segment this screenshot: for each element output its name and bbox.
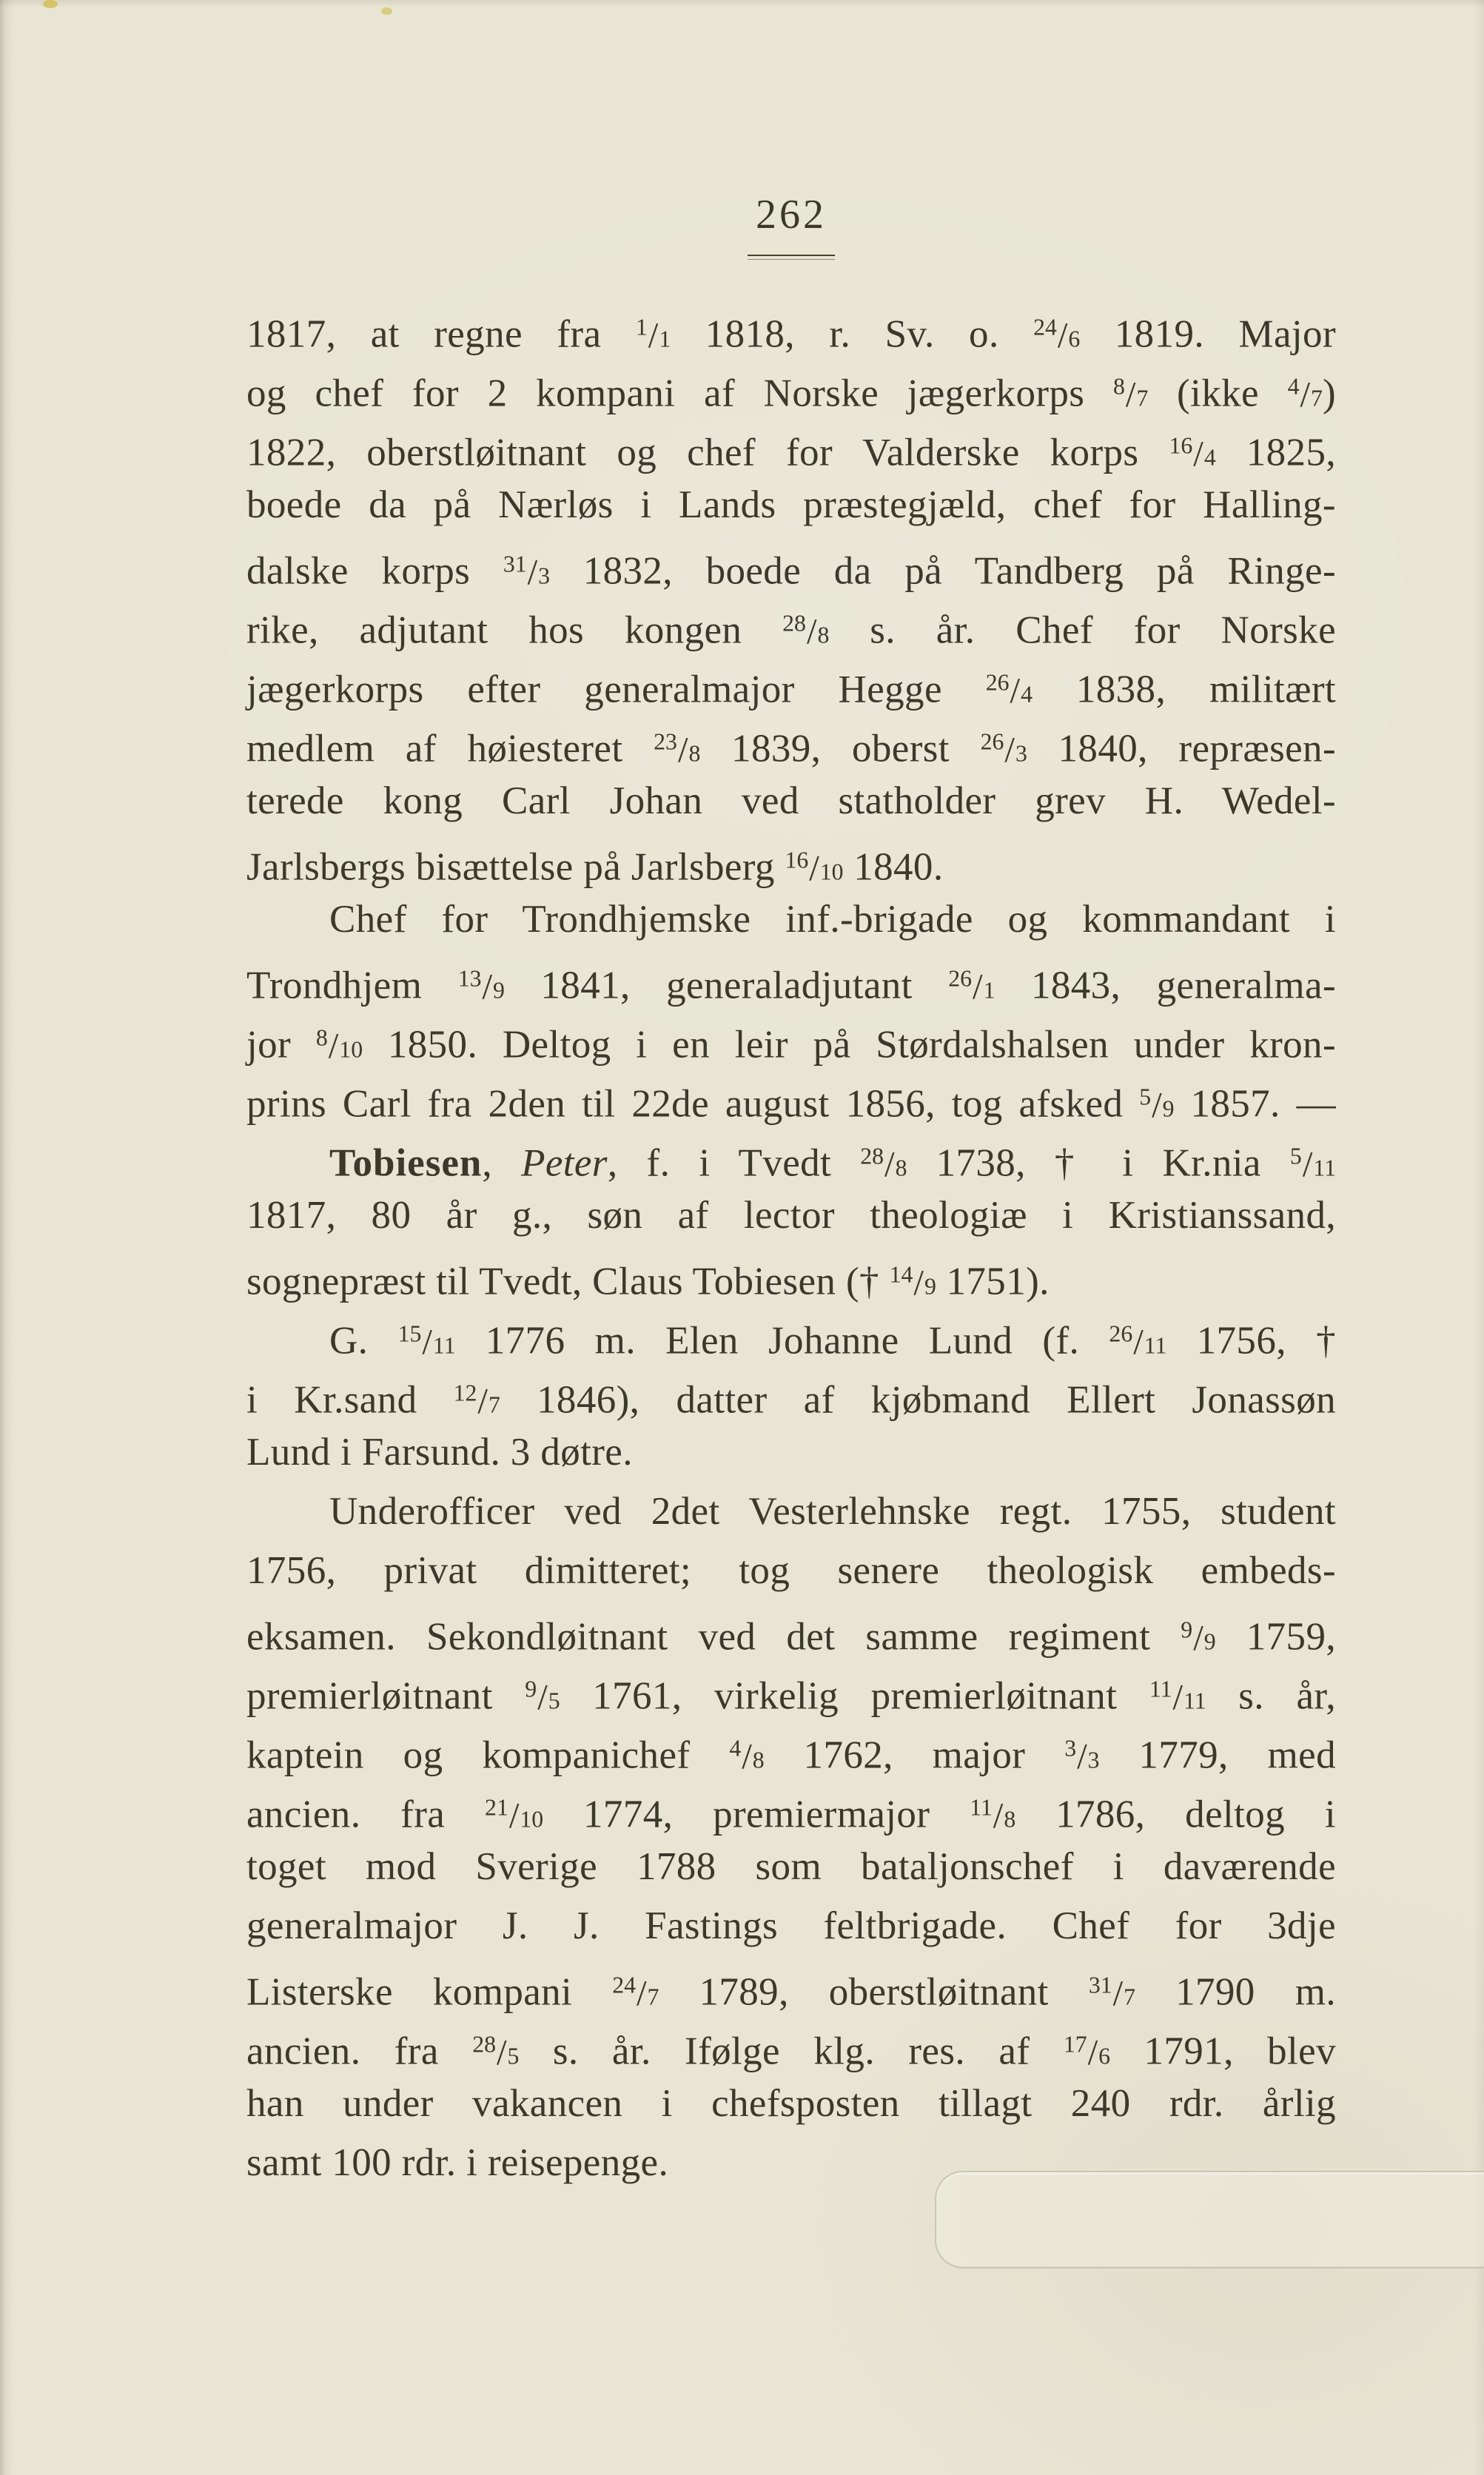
- fraction-numerator: 28: [472, 2031, 496, 2057]
- fraction-slash: /: [1112, 1972, 1124, 2013]
- fraction-denominator: 4: [1203, 443, 1216, 470]
- date-fraction: [398, 1320, 456, 1363]
- fraction-denominator: 3: [1087, 1746, 1100, 1773]
- paragraph: [246, 890, 1336, 1126]
- text-line: han under vakancen i chefsposten tillagt 240 rdr. årlig: [246, 2082, 1336, 2125]
- fraction-slash: /: [1133, 1321, 1144, 1362]
- date-fraction: [1290, 1142, 1336, 1185]
- fraction-numerator: 26: [1109, 1320, 1133, 1346]
- text-line: terede kong Carl Johan ved statholder grev H. Wedel-: [246, 779, 1336, 822]
- fraction-denominator: 3: [1015, 739, 1027, 766]
- text-body: [246, 298, 1336, 2192]
- text-line: sognepræst til Tvedt, Claus Tobiesen († $^{14}$/9 1751).: [246, 1260, 1050, 1303]
- fraction-denominator: 8: [752, 1746, 765, 1773]
- date-fraction: [654, 728, 700, 770]
- fraction-denominator: 7: [647, 1983, 659, 2009]
- text-line: G. $^{15}$/11 1776 m. Elen Johanne Lund (f. $^{26}$/11 1756, †: [329, 1319, 1336, 1363]
- fraction-denominator: 8: [688, 739, 701, 766]
- date-fraction: [636, 313, 671, 356]
- fraction-slash: /: [637, 1972, 647, 2013]
- paragraph: [246, 1482, 1336, 2192]
- date-fraction: [1139, 1083, 1174, 1126]
- fraction-denominator: 11: [432, 1331, 456, 1358]
- fraction-numerator: 26: [985, 669, 1010, 695]
- text-line: rike, adjutant hos kongen $^{28}$/8 s. år. Chef for Norske: [246, 608, 1336, 652]
- date-fraction: [1288, 372, 1323, 415]
- fraction-denominator: 9: [1203, 1628, 1216, 1654]
- fraction-numerator: 12: [453, 1380, 477, 1406]
- fraction-slash: /: [328, 1025, 339, 1066]
- fraction-numerator: 11: [970, 1794, 993, 1820]
- fraction-denominator: 3: [538, 562, 551, 588]
- fraction-slash: /: [422, 1321, 432, 1362]
- text-line: generalmajor J. J. Fastings feltbrigade. Chef for 3dje: [246, 1904, 1336, 1947]
- fraction-slash: /: [677, 729, 688, 770]
- date-fraction: [1064, 2030, 1110, 2073]
- fraction-slash: /: [1010, 670, 1021, 711]
- date-fraction: [785, 846, 843, 889]
- text-line: kaptein og kompanichef $^4$/8 1762, major $^3$/3 1779, med: [246, 1733, 1337, 1777]
- fraction-slash: /: [1302, 1144, 1313, 1184]
- date-fraction: [1064, 1734, 1099, 1777]
- fraction-slash: /: [496, 2032, 507, 2072]
- fraction-slash: /: [482, 966, 493, 1007]
- date-fraction: [981, 728, 1027, 770]
- surname-bold: Tobiesen: [329, 1141, 483, 1185]
- fraction-numerator: 16: [785, 847, 809, 873]
- text-line: Underofficer ved 2det Vesterlehnske regt. 1755, student: [329, 1490, 1336, 1533]
- date-fraction: [525, 1675, 560, 1718]
- text-line: i Kr.sand $^{12}$/7 1846), datter af kjøbmand Ellert Jonassøn: [246, 1378, 1336, 1422]
- text-line: 1822, oberstløitnant og chef for Valderske korps $^{16}$/4 1825,: [246, 431, 1336, 474]
- fraction-denominator: 6: [1068, 325, 1081, 352]
- fraction-numerator: 31: [1088, 1972, 1112, 1998]
- fraction-slash: /: [742, 1736, 752, 1776]
- date-fraction: [503, 550, 550, 593]
- fraction-denominator: 4: [1021, 680, 1033, 707]
- fraction-denominator: 7: [1311, 384, 1323, 411]
- fraction-numerator: 28: [860, 1143, 884, 1169]
- date-fraction: [986, 668, 1033, 711]
- fraction-denominator: 11: [1183, 1687, 1206, 1713]
- fraction-numerator: 8: [315, 1024, 328, 1050]
- fraction-numerator: 13: [457, 965, 482, 991]
- text-line: jægerkorps efter generalmajor Hegge $^{26}$/4 1838, militært: [246, 668, 1337, 711]
- fraction-slash: /: [1125, 374, 1136, 414]
- fraction-denominator: 11: [1313, 1154, 1336, 1181]
- fraction-numerator: 8: [1113, 373, 1125, 399]
- paragraph: [246, 298, 1336, 890]
- fraction-numerator: 9: [525, 1676, 537, 1702]
- date-fraction: [485, 1793, 543, 1836]
- fraction-slash: /: [993, 1795, 1004, 1836]
- fraction-denominator: 10: [520, 1805, 544, 1832]
- fraction-slash: /: [527, 551, 538, 592]
- fraction-slash: /: [884, 1144, 895, 1184]
- fraction-denominator: 11: [1144, 1331, 1167, 1358]
- fraction-slash: /: [1087, 2032, 1098, 2072]
- fraction-slash: /: [1193, 433, 1203, 474]
- fraction-denominator: 7: [1136, 384, 1149, 411]
- fraction-denominator: 9: [924, 1272, 936, 1299]
- date-fraction: [1181, 1616, 1215, 1659]
- fraction-slash: /: [806, 611, 817, 651]
- text-line: Jarlsbergs bisættelse på Jarlsberg $^{16}$/10 1840.: [246, 845, 944, 889]
- fraction-numerator: 15: [397, 1320, 422, 1346]
- text-line: Tobiesen, Peter, f. i Tvedt $^{28}$/8 1738, † i Kr.nia $^5$/11: [329, 1141, 1336, 1185]
- text-line: 1817, at regne fra $^1$/1 1818, r. Sv. o. $^{24}$/6 1819. Major: [246, 312, 1337, 356]
- fraction-slash: /: [508, 1795, 520, 1836]
- fraction-denominator: 10: [339, 1035, 363, 1062]
- fraction-slash: /: [1077, 1736, 1087, 1776]
- fraction-numerator: 11: [1149, 1676, 1172, 1702]
- paragraph: [246, 1126, 1336, 1304]
- fraction-slash: /: [973, 966, 983, 1007]
- fraction-slash: /: [1057, 315, 1068, 355]
- fraction-numerator: 23: [654, 728, 677, 754]
- fraction-slash: /: [1300, 374, 1311, 414]
- fraction-numerator: 4: [729, 1735, 742, 1761]
- date-fraction: [1109, 1320, 1166, 1363]
- text-line: medlem af høiesteret $^{23}$/8 1839, oberst $^{26}$/3 1840, repræsen-: [246, 727, 1337, 770]
- fraction-numerator: 26: [948, 965, 973, 991]
- fraction-numerator: 28: [782, 610, 806, 636]
- text-line: Trondhjem $^{13}$/9 1841, generaladjutant $^{26}$/1 1843, generalma-: [246, 964, 1337, 1007]
- paper-speck: [43, 0, 58, 8]
- date-fraction: [458, 964, 505, 1007]
- fraction-slash: /: [1004, 729, 1015, 770]
- fraction-denominator: 7: [488, 1391, 500, 1417]
- date-fraction: [1113, 372, 1148, 415]
- text-line: 1817, 80 år g., søn af lector theologiæ i Kristianssand,: [246, 1194, 1336, 1237]
- fraction-numerator: 17: [1063, 2031, 1087, 2057]
- text-line: ancien. fra $^{28}$/5 s. år. Ifølge klg. res. af $^{17}$/6 1791, blev: [246, 2029, 1336, 2073]
- date-fraction: [860, 1142, 907, 1185]
- date-fraction: [316, 1024, 363, 1067]
- fraction-denominator: 7: [1124, 1983, 1136, 2009]
- date-fraction: [948, 964, 995, 1007]
- paper-speck: [381, 7, 392, 15]
- fraction-slash: /: [477, 1380, 488, 1421]
- fraction-numerator: 5: [1139, 1084, 1152, 1109]
- text-line: premierløitnant $^9$/5 1761, virkelig premierløitnant $^{11}$/11 s. år,: [246, 1674, 1336, 1718]
- fraction-numerator: 31: [503, 551, 527, 577]
- fraction-numerator: 9: [1181, 1616, 1193, 1642]
- given-name-italic: Peter: [521, 1141, 608, 1185]
- date-fraction: [970, 1793, 1015, 1836]
- fraction-denominator: 8: [817, 621, 830, 648]
- fraction-denominator: 5: [548, 1687, 560, 1713]
- fraction-denominator: 9: [1162, 1095, 1175, 1121]
- fraction-slash: /: [913, 1262, 924, 1303]
- fraction-slash: /: [1172, 1676, 1183, 1717]
- fraction-slash: /: [1193, 1617, 1203, 1658]
- date-fraction: [1149, 1675, 1206, 1718]
- page-number-rule: [748, 255, 835, 260]
- text-line: ancien. fra $^{21}$/10 1774, premiermajor $^{11}$/8 1786, deltog i: [246, 1793, 1337, 1836]
- text-line: 1756, privat dimitteret; tog senere theologisk embeds-: [246, 1549, 1336, 1592]
- date-fraction: [612, 1971, 659, 2014]
- fraction-denominator: 1: [983, 976, 996, 1003]
- text-line: Lund i Farsund. 3 døtre.: [246, 1431, 633, 1474]
- paragraph: [246, 1304, 1336, 1482]
- date-fraction: [472, 2030, 519, 2073]
- fraction-numerator: 21: [485, 1794, 508, 1820]
- text-line: samt 100 rdr. i reisepenge.: [246, 2141, 669, 2184]
- text-line: Listerske kompani $^{24}$/7 1789, oberstløitnant $^{31}$/7 1790 m.: [246, 1970, 1336, 2014]
- fraction-numerator: 4: [1287, 373, 1300, 399]
- fraction-numerator: 1: [635, 314, 648, 340]
- date-fraction: [454, 1379, 500, 1422]
- fraction-numerator: 24: [1033, 314, 1057, 340]
- date-fraction: [729, 1734, 764, 1777]
- fraction-denominator: 1: [659, 325, 671, 352]
- text-line: toget mod Sverige 1788 som bataljonschef i daværende: [246, 1845, 1336, 1888]
- fraction-slash: /: [648, 315, 659, 355]
- fraction-denominator: 9: [493, 976, 505, 1003]
- date-fraction: [1169, 431, 1215, 474]
- fraction-denominator: 8: [1004, 1805, 1016, 1832]
- fraction-numerator: 14: [889, 1261, 913, 1287]
- fraction-denominator: 6: [1098, 2042, 1111, 2069]
- page-number: 262: [756, 192, 827, 238]
- fraction-numerator: 24: [612, 1972, 636, 1998]
- text-line: og chef for 2 kompani af Norske jægerkorps $^8$/7 (ikke $^4$/7): [246, 372, 1336, 415]
- fraction-slash: /: [537, 1676, 548, 1717]
- text-line: Chef for Trondhjemske inf.-brigade og kommandant i: [329, 898, 1336, 941]
- text-line: dalske korps $^{31}$/3 1832, boede da på Tandberg på Ringe-: [246, 549, 1337, 593]
- text-line: boede da på Nærløs i Lands præstegjæld, chef for Halling-: [246, 483, 1336, 526]
- fraction-numerator: 3: [1064, 1735, 1077, 1761]
- date-fraction: [890, 1260, 936, 1303]
- text-line: eksamen. Sekondløitnant ved det samme regiment $^9$/9 1759,: [246, 1615, 1336, 1659]
- emboss-mark: [935, 2171, 1484, 2269]
- date-fraction: [1089, 1971, 1135, 2014]
- fraction-denominator: 8: [895, 1154, 907, 1181]
- fraction-numerator: 16: [1169, 432, 1193, 458]
- fraction-numerator: 5: [1289, 1143, 1302, 1169]
- date-fraction: [1033, 313, 1080, 356]
- fraction-slash: /: [1152, 1084, 1162, 1125]
- text-line: jor $^8$/10 1850. Deltog i en leir på Størdalshalsen under kron-: [246, 1023, 1336, 1067]
- text-line: prins Carl fra 2den til 22de august 1856, tog afsked $^5$/9 1857. —: [246, 1082, 1336, 1126]
- fraction-slash: /: [809, 847, 819, 888]
- fraction-denominator: 10: [819, 858, 844, 884]
- date-fraction: [782, 609, 829, 652]
- fraction-numerator: 26: [980, 728, 1004, 754]
- fraction-denominator: 5: [507, 2042, 520, 2069]
